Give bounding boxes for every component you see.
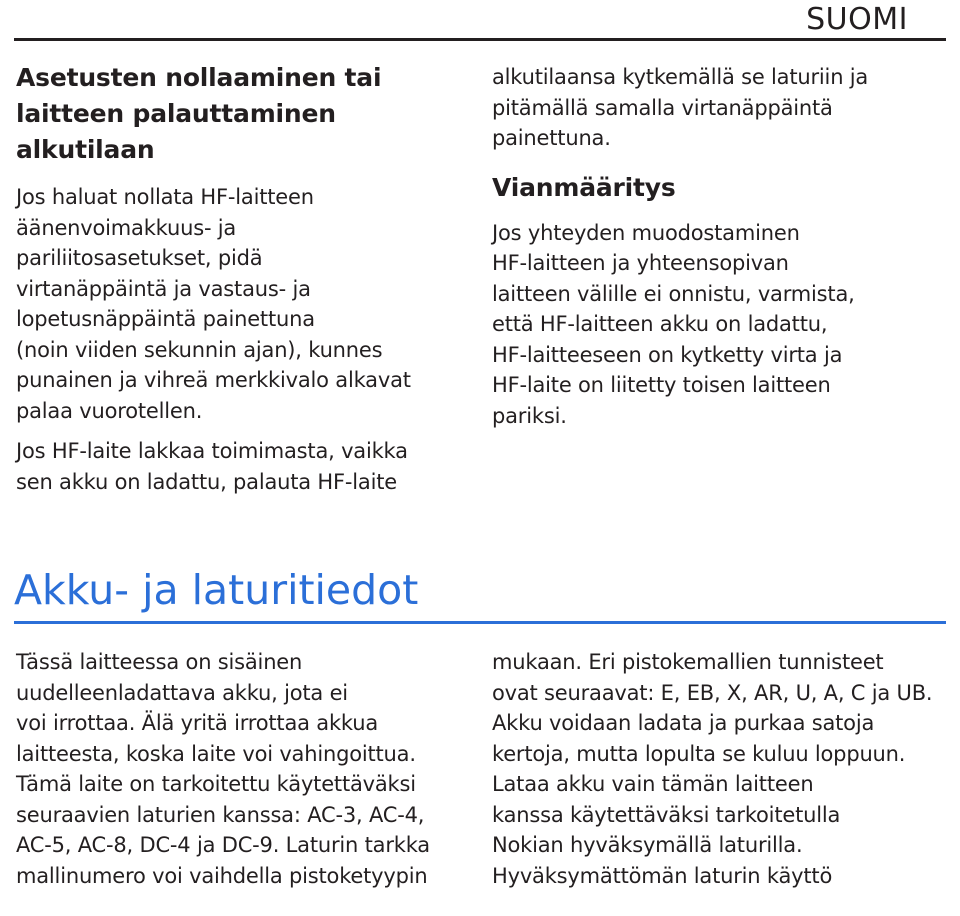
text-line: laitteesta, koska laite voi vahingoittua. [16, 741, 416, 766]
text-line: punainen ja vihreä merkkivalo alkavat [16, 368, 411, 392]
reset-heading-line: laitteen palauttaminen [16, 99, 336, 128]
text-line: HF-laite on liitetty toisen laitteen [492, 373, 831, 397]
text-line: pitämällä samalla virtanäppäintä [492, 95, 833, 120]
text-line: kertoja, mutta lopulta se kuluu loppuun. [492, 741, 906, 766]
text-line: lopetusnäppäintä painettuna [16, 307, 315, 331]
section-title: Akku- ja laturitiedot [14, 566, 419, 614]
text-line: mallinumero voi vaihdella pistoketyypin [16, 863, 428, 888]
text-line: Tässä laitteessa on sisäinen [16, 650, 303, 674]
bottom-left-column [16, 647, 466, 891]
charger-paragraph [492, 647, 942, 891]
text-line: laitteen välille ei onnistu, varmista, [492, 281, 855, 306]
text-line: uudelleenladattava akku, jota ei [16, 680, 348, 705]
text-line: HF-laitteeseen on kytketty virta ja [492, 342, 843, 367]
text-line: että HF-laitteen akku on ladattu, [492, 312, 828, 336]
reset-heading-line: Asetusten nollaaminen tai [16, 63, 382, 92]
text-line: pariksi. [492, 403, 567, 428]
reset-heading [16, 60, 466, 168]
reset-paragraph-2 [16, 436, 466, 497]
text-line: alkutilaansa kytkemällä se laturiin ja [492, 65, 869, 89]
text-line: palaa vuorotellen. [16, 398, 203, 423]
text-line: Jos HF-laite lakkaa toimimasta, vaikka [16, 439, 408, 463]
text-line: seuraavien laturien kanssa: AC-3, AC-4, [16, 802, 425, 827]
troubleshooting-paragraph [492, 218, 942, 432]
text-line: painettuna. [492, 126, 611, 150]
text-line: (noin viiden sekunnin ajan), kunnes [16, 337, 383, 362]
section-rule [14, 621, 946, 624]
text-line: HF-laitteen ja yhteensopivan [492, 251, 789, 275]
text-line: pariliitosasetukset, pidä [16, 246, 263, 270]
text-line: sen akku on ladattu, palauta HF-laite [16, 469, 397, 494]
text-line: Nokian hyväksymällä laturilla. [492, 833, 803, 857]
reset-heading-line: alkutilaan [16, 135, 155, 164]
language-label: SUOMI [806, 2, 908, 37]
text-line: Tämä laite on tarkoitettu käytettäväksi [16, 772, 416, 796]
text-line: äänenvoimakkuus- ja [16, 215, 237, 240]
text-line: Lataa akku vain tämän laitteen [492, 772, 814, 796]
troubleshooting-heading: Vianmääritys [492, 172, 676, 202]
top-left-column [16, 60, 466, 497]
text-line: Jos haluat nollata HF-laitteen [16, 185, 314, 209]
text-line: voi irrottaa. Älä yritä irrottaa akkua [16, 711, 379, 735]
text-line: AC-5, AC-8, DC-4 ja DC-9. Laturin tarkka [16, 833, 430, 857]
text-line: virtanäppäintä ja vastaus- ja [16, 276, 311, 301]
text-line: Akku voidaan ladata ja purkaa satoja [492, 711, 875, 735]
top-right-column [492, 62, 942, 431]
bottom-right-column [492, 647, 942, 891]
text-line: Jos yhteyden muodostaminen [492, 220, 800, 245]
text-line: Hyväksymättömän laturin käyttö [492, 863, 833, 888]
text-line: mukaan. Eri pistokemallien tunnisteet [492, 650, 884, 674]
battery-paragraph [16, 647, 466, 891]
text-line: kanssa käytettäväksi tarkoitetulla [492, 802, 841, 827]
reset-continuation [492, 62, 942, 154]
reset-paragraph-1 [16, 182, 466, 426]
header-rule [14, 38, 946, 41]
text-line: ovat seuraavat: E, EB, X, AR, U, A, C ja UB. [492, 680, 933, 705]
